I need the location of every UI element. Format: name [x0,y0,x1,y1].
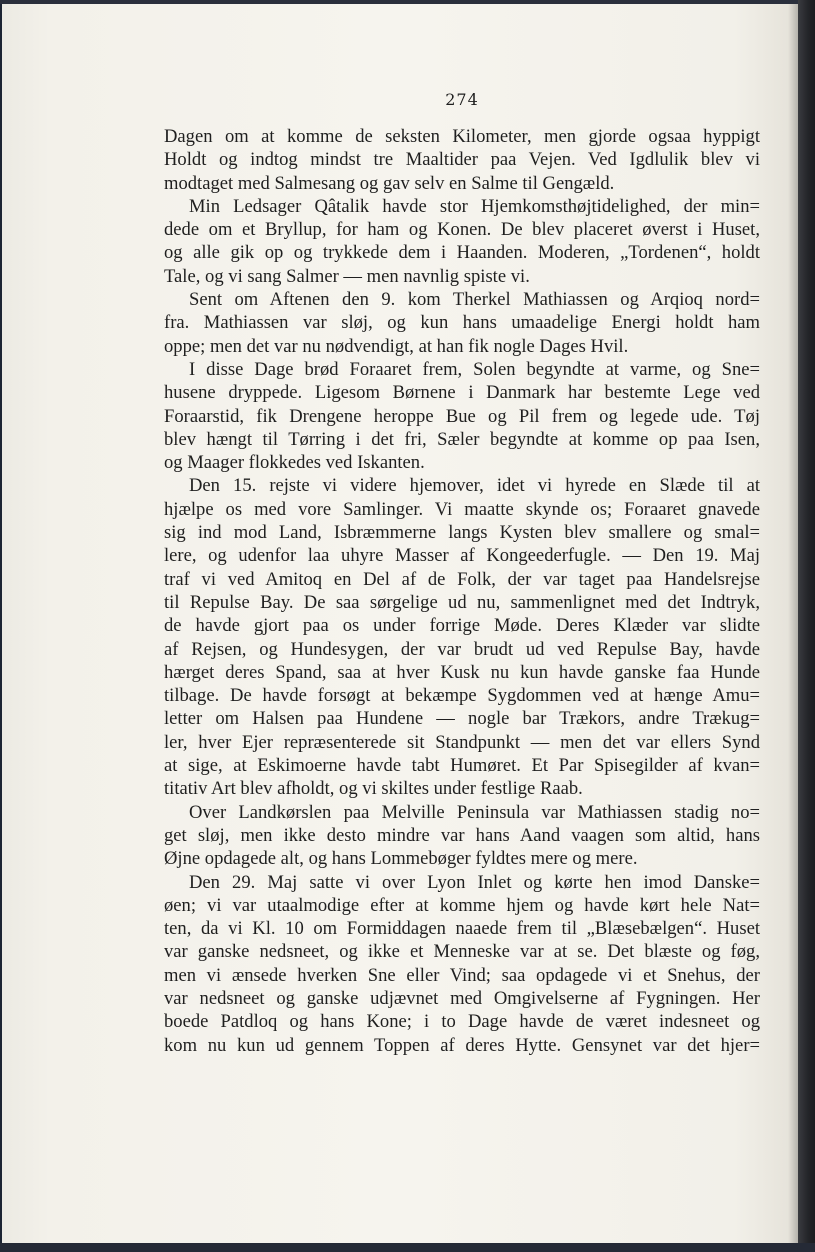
text-line: at sige, at Eskimoerne havde tabt Humøret. Et Par Spisegilder af kvan= [164,755,760,777]
text-line: hærget deres Spand, saa at hver Kusk nu kun havde ganske faa Hunde [164,661,760,683]
page-gutter-shadow [788,4,798,1243]
body-text [164,125,760,1057]
text-line: Den 29. Maj satte vi over Lyon Inlet og kørte hen imod Danske= [189,871,760,893]
text-line: fra. Mathiassen var sløj, og kun hans umaadelige Energi holdt ham [164,312,760,334]
text-line: kom nu kun ud gennem Toppen af deres Hytte. Gensynet var det hjer= [164,1034,760,1056]
text-line: Øjne opdagede alt, og hans Lommebøger fyldtes mere og mere. [164,848,638,870]
text-line: dede om et Bryllup, for ham og Konen. De blev placeret øverst i Huset, [164,219,760,241]
text-line: Dagen om at komme de seksten Kilometer, men gjorde ogsaa hyppigt [164,126,760,147]
scan-bottom-edge [0,1243,815,1252]
text-line: get sløj, men ikke desto mindre var hans Aand vaagen som altid, hans [164,824,760,846]
text-line: de havde gjort paa os under forrige Møde. Deres Klæder var slidte [164,615,760,637]
text-line: til Repulse Bay. De saa sørgelige ud nu, sammenlignet med det Indtryk, [164,591,760,613]
text-line: modtaget med Salmesang og gav selv en Salme til Gengæld. [164,172,615,194]
text-line: tilbage. De havde forsøgt at bekæmpe Sygdommen ved at hænge Amu= [164,685,760,707]
text-line: øen; vi var utaalmodige efter at komme hjem og havde kørt hele Nat= [164,894,760,916]
text-line: hjælpe os med vore Samlinger. Vi maatte skynde os; Foraaret gnavede [164,498,760,520]
text-line: boede Patdloq og hans Kone; i to Dage havde de været indesneet og [164,1011,760,1033]
text-line: oppe; men det var nu nødvendigt, at han fik nogle Dages Hvil. [164,335,629,357]
text-line: var nedsneet og ganske udjævnet med Omgivelserne af Fygningen. Her [164,987,760,1009]
text-line: men vi ænsede hverken Sne eller Vind; saa opdagede vi et Snehus, der [164,964,760,986]
text-line: Holdt og indtog mindst tre Maaltider paa Vejen. Ved Igdlulik blev vi [164,149,760,171]
text-line: Den 15. rejste vi videre hjemover, idet vi hyrede en Slæde til at [189,475,760,497]
text-line: traf vi ved Amitoq en Del af de Folk, der var taget paa Handelsrejse [164,568,760,590]
text-line: ler, hver Ejer repræsenterede sit Standpunkt — men det var ellers Synd [164,731,760,753]
text-line: var ganske nedsneet, og ikke et Menneske var at se. Det blæste og føg, [164,941,760,963]
text-line: ten, da vi Kl. 10 om Formiddagen naaede frem til „Blæsebælgen“. Huset [164,918,760,940]
page-number: 274 [445,90,479,109]
text-line: husene dryppede. Ligesom Børnene i Danmark har bestemte Lege ved [164,382,760,404]
text-line: titativ Art blev afholdt, og vi skiltes under festlige Raab. [164,778,583,800]
text-line: letter om Halsen paa Hundene — nogle bar Trækors, andre Trækug= [164,708,760,730]
text-line: og alle gik op og trykkede dem i Haanden. Moderen, „Tordenen“, holdt [164,242,760,264]
text-line: blev hængt til Tørring i det fri, Sæler begyndte at komme op paa Isen, [164,428,760,450]
text-line: sig ind mod Land, Isbræmmerne langs Kysten blev smallere og smal= [164,522,760,544]
book-binding-edge [798,0,815,1252]
text-line: af Rejsen, og Hundesygen, der var brudt ud ved Repulse Bay, havde [164,638,760,660]
text-line: Tale, og vi sang Salmer — men navnlig spiste vi. [164,265,530,287]
text-line: lere, og udenfor laa uhyre Masser af Kongeederfugle. — Den 19. Maj [164,545,760,567]
text-line: Over Landkørslen paa Melville Peninsula var Mathiassen stadig no= [189,801,760,823]
text-line: Foraarstid, fik Drengene heroppe Bue og Pil frem og legede ude. Tøj [164,405,760,427]
text-line: I disse Dage brød Foraaret frem, Solen begyndte at varme, og Sne= [189,358,760,380]
text-line: Sent om Aftenen den 9. kom Therkel Mathiassen og Arqioq nord= [189,289,760,311]
book-page [2,4,798,1243]
text-line: Min Ledsager Qâtalik havde stor Hjemkomsthøjtidelighed, der min= [189,195,760,217]
text-line: og Maager flokkedes ved Iskanten. [164,452,425,474]
